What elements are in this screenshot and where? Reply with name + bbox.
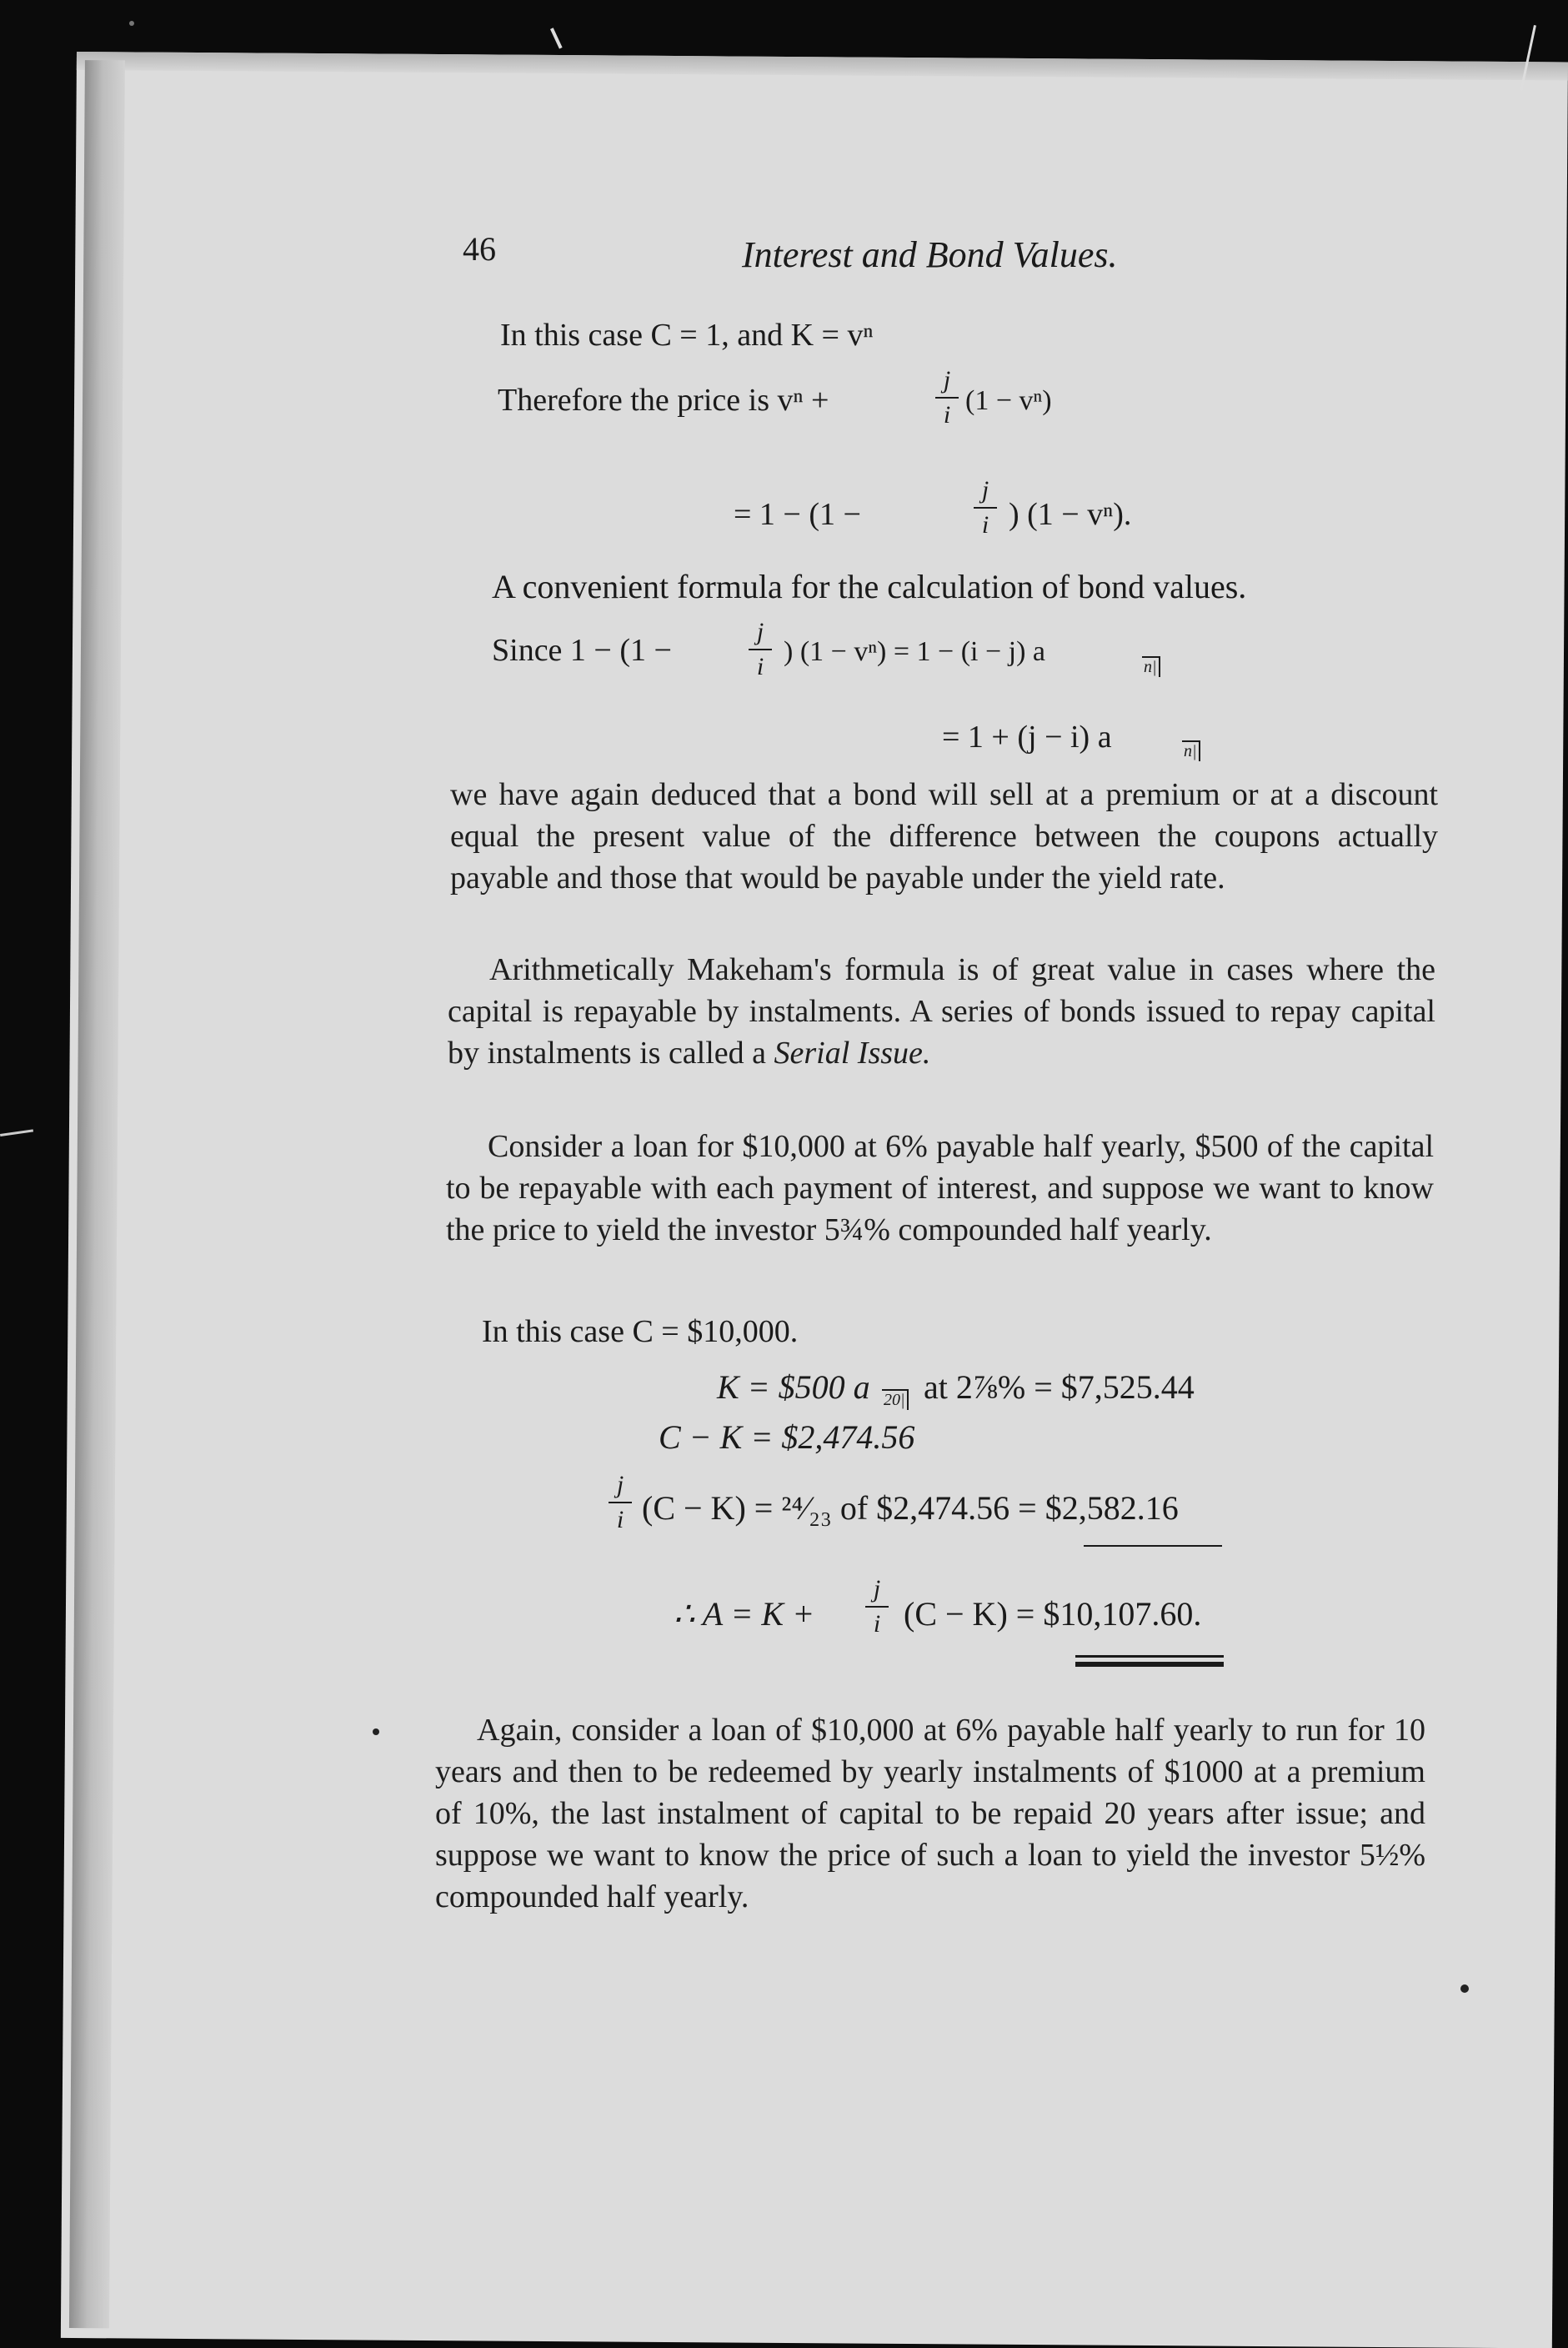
annuity-subscript-20: 20| [882,1389,909,1410]
paragraph-premium-discount-text: we have again deduced that a bond will sell at a premium or at a discount equal the present value of the difference between the coupons actually payable and those that would be payable under the yield rate. [450,777,1438,896]
calc-fraction-1: j i [609,1472,632,1533]
page-number: 46 [463,230,496,268]
since-fraction: j i [749,619,772,680]
calc-fraction-2: j i [865,1576,889,1638]
calc-result-suffix: (C − K) = $10,107.60. [904,1595,1202,1633]
price-line-suffix: (1 − vⁿ) [965,385,1052,416]
serial-issue-term: Serial Issue. [774,1036,931,1071]
paragraph-loan-example-1 [446,1126,1434,1251]
book-spine [69,60,125,2328]
scan-speck [373,1728,379,1735]
scan-mark [550,28,563,48]
case-line: In this case C = 1, and K = vⁿ [500,318,874,353]
scan-speck [129,21,134,26]
paragraph-premium-discount [450,774,1438,899]
paragraph-makeham-body: Arithmetically Makeham's formula is of great value in cases where the capital is repayable by instalments. A series of bonds issued to repay capital by instalments is called a [448,952,1435,1071]
since-line-prefix: Since 1 − (1 − [492,633,672,668]
annuity-subscript-2: n| [1182,740,1200,761]
calc-ratio-line: (C − K) = ²⁴⁄₂₃ of $2,474.56 = $2,582.16 [642,1489,1179,1527]
running-title: Interest and Bond Values. [742,234,1118,275]
paragraph-makeham [448,949,1435,1074]
paragraph-loan-example-2-text: Again, consider a loan of $10,000 at 6% payable half yearly to run for 10 years and then to be redeemed by yearly instalments of $1000 at a premium of 10%, the last instalment of capital to be repaid 20 years after issue; and suppose we want to know the price of such a loan to yield the investor 5½% compounded half yearly. [435,1713,1425,1914]
paragraph-loan-example-1-text: Consider a loan for $10,000 at 6% payable half yearly, $500 of the capital to be repayable with each payment of interest, and suppose we want to know the price to yield the investor 5¾% compounded half yearly. [446,1129,1434,1247]
price-line-prefix: Therefore the price is vⁿ + [498,383,829,418]
calc-k-prefix: K = $500 a [717,1368,870,1406]
result-double-underline-top [1075,1655,1224,1658]
paragraph-loan-example-2 [435,1709,1425,1918]
equation-1-prefix: = 1 − (1 − [734,497,861,532]
page-top-edge [77,52,1568,80]
scan-mark [0,1129,33,1136]
paragraph-makeham-text [448,949,1435,1074]
result-double-underline-bottom [1075,1662,1224,1667]
sum-underline [1084,1545,1222,1547]
calc-k-suffix: at 2⅞% = $7,525.44 [924,1368,1195,1406]
convenient-formula-line: A convenient formula for the calculation of bond values. [492,568,1247,605]
calc-c-minus-k: C − K = $2,474.56 [659,1418,915,1456]
equation-1-suffix: ) (1 − vⁿ). [1009,497,1132,532]
annuity-subscript-1: n| [1142,656,1160,677]
price-fraction: j i [935,367,959,429]
calc-result-prefix: ∴ A = K + [674,1595,815,1633]
scan-speck [1460,1984,1469,1993]
equation-2: = 1 + (j − i) a [942,720,1112,755]
since-line-suffix: ) (1 − vⁿ) = 1 − (i − j) a [784,636,1046,667]
calc-case-line: In this case C = $10,000. [482,1314,799,1349]
equation-1-fraction: j i [974,477,997,539]
